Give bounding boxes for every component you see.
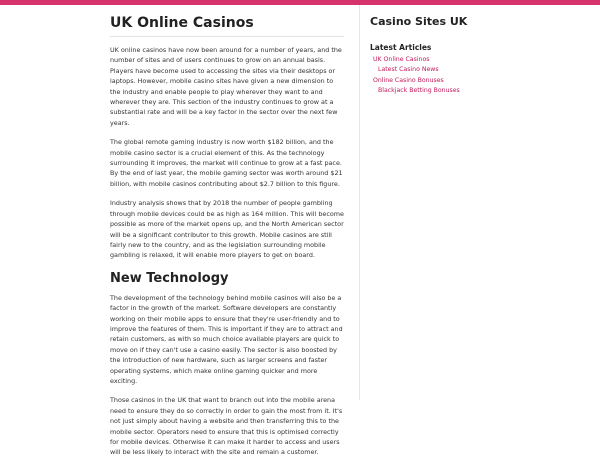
site-title-link[interactable]: Casino Sites UK	[370, 15, 468, 28]
article-content	[110, 14, 344, 467]
sidebar-link-latest-casino-news[interactable]: Latest Casino News	[378, 66, 439, 74]
latest-articles-heading: Latest Articles	[370, 43, 432, 52]
latest-articles-list	[370, 55, 570, 96]
article-paragraph-3: Industry analysis shows that by 2018 the number of people gambling through mobile devices could be as high as 164 million. This will become possible as more of the market opens up, and the North American sector will be a significant contributor to this growth. Mobile casinos are still fairly new to the country, and as the legislation surrounding mobile gambling is relaxed, it will enable more players to get on board.	[110, 199, 344, 260]
page-title: UK Online Casinos	[110, 14, 344, 37]
section-heading-new-technology: New Technology	[110, 270, 229, 286]
article-paragraph-1: UK online casinos have now been around for a number of years, and the number of sites and of users continues to grow on an annual basis. Players have become used to accessing the sites via their desktops or laptops. However, mobile casino sites have given a new dimension to the industry and enable people to play wherever they want to and wherever they are. This section of the industry continues to grow at a substantial rate and will be a key factor in the sector over the next few years.	[110, 46, 342, 127]
sidebar-link-blackjack-betting-bonuses[interactable]: Blackjack Betting Bonuses	[378, 86, 460, 94]
article-paragraph-2: The global remote gaming industry is now worth $182 billion, and the mobile casino sector is a crucial element of this. As the technology surrounding it improves, the market will continue to grow at a fast pace. By the end of last year, the mobile gaming sector was worth around $21 billion, with mobile casinos contributing about $2.7 billion to this figure.	[110, 138, 343, 188]
top-accent-bar	[0, 0, 600, 5]
sidebar	[370, 14, 570, 96]
sidebar-divider	[359, 5, 360, 400]
article-paragraph-5: Those casinos in the UK that want to branch out into the mobile arena need to ensure they do so correctly in order to gain the most from it. It's not just simply about having a website and then transferring this to the mobile sector. Operators need to ensure that this is optimised correctly for mobile devices. Otherwise it can make it harder to access and users will be less likely to interact with the site and remain a customer.	[110, 396, 343, 457]
sidebar-link-online-casino-bonuses[interactable]: Online Casino Bonuses	[373, 76, 444, 84]
sidebar-link-uk-online-casinos[interactable]: UK Online Casinos	[373, 56, 430, 63]
article-paragraph-4: The development of the technology behind mobile casinos will also be a factor in the growth of the market. Software developers are constantly working on their mobile apps to ensure that they're user-friendly and to improve the features of them. This is important if they are to attract and retain customers, as with so much choice available players are quick to move on if they can't use a casino easily. The sector is also boosted by the introduction of new hardware, such as larger screens and faster operating systems, which make online gaming quicker and more exciting.	[110, 293, 343, 385]
